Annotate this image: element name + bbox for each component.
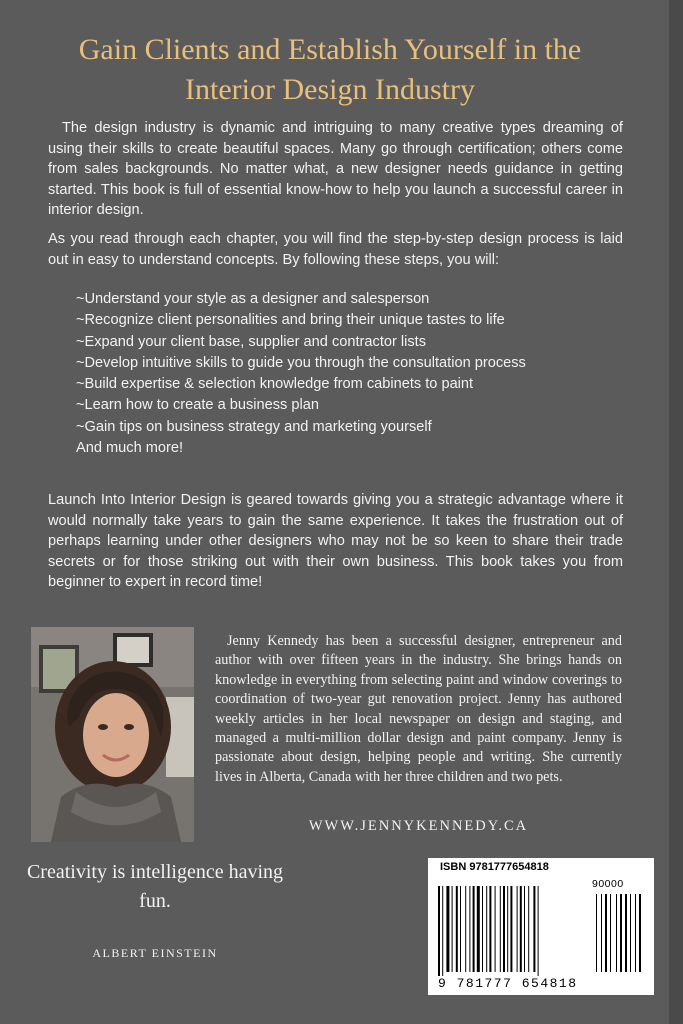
list-item: ~Gain tips on business strategy and marketing yourself (76, 418, 432, 435)
list-item: ~Learn how to create a business plan (76, 397, 319, 414)
intro-paragraph: The design industry is dynamic and intriguing to many creative types dreaming of using their skills to create beautiful spaces. Many go through certification; others come from sales backgrounds. No matter what, a new designer needs guidance in getting started. This book is full of essential know-how to help you launch a successful career in interior design. (48, 120, 623, 218)
barcode-digits: 9 781777 654818 (438, 976, 578, 991)
list-item: And much more! (76, 440, 184, 457)
author-bio: Jenny Kennedy has been a successful designer, entrepreneur and author with over fifteen years in the industry. She brings hands on knowledge in everything from selecting paint and window coverings to coordination of two-year gut renovation project. Jenny has authored weekly articles in her local newspaper on design and staging, and managed a multi-million dollar design and paint company. Jenny is passionate about design, helping people and writing. She currently lives in Alberta, Canada with her three children and two pets. (215, 633, 622, 785)
author-website: WWW.JENNYKENNEDY.CA (308, 818, 529, 834)
list-item: ~Build expertise & selection knowledge from cabinets to paint (76, 376, 474, 393)
process-paragraph: As you read through each chapter, you will find the step-by-step design process is laid out in easy to understand concepts. By following these steps, you will: (48, 231, 623, 268)
cover-edge (669, 0, 683, 1024)
quote-text: Creativity is intelligence having fun. (26, 861, 284, 912)
quote-author: ALBERT EINSTEIN (92, 946, 218, 960)
cover-title: Gain Clients and Establish Yourself in the Interior Design Industry (78, 33, 582, 106)
author-portrait-image (31, 627, 194, 842)
isbn-label: ISBN 9781777654818 (440, 861, 549, 873)
list-item: ~Recognize client personalities and bring their unique tastes to life (76, 312, 505, 329)
isbn-barcode (428, 858, 654, 995)
list-item: ~Expand your client base, supplier and contractor lists (76, 333, 427, 350)
list-item: ~Develop intuitive skills to guide you through the consultation process (76, 354, 526, 371)
list-item: ~Understand your style as a designer and salesperson (76, 291, 430, 307)
author-photo (31, 627, 194, 842)
summary-paragraph: Launch Into Interior Design is geared towards giving you a strategic advantage where it would normally take years to gain the same experience. It takes the frustration out of perhaps learning under other designers who may not be so keen to share their trade secrets or for those striking out with their own business. This book takes you from beginner to expert in record time! (48, 492, 623, 590)
benefits-list (76, 289, 616, 459)
price-code: 90000 (592, 878, 624, 890)
